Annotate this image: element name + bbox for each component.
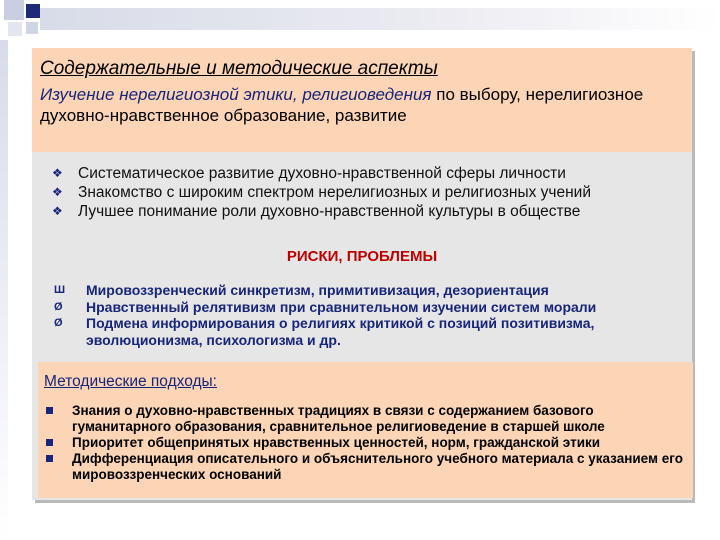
decor-square: [8, 22, 22, 36]
slide-title: Содержательные и методические аспекты: [40, 58, 438, 79]
list-item: ❖ Систематическое развитие духовно-нравственной сферы личности: [48, 164, 688, 183]
list-item: Приоритет общепринятых нравственных ценностей, норм, гражданской этики: [44, 435, 684, 451]
positives-list: [48, 164, 688, 221]
slide-subtitle: [40, 84, 680, 126]
arrow-bullet-icon: Ø: [54, 317, 63, 329]
list-item: Ø Подмена информирования о религиях критикой с позиций позитивизма, эволюционизма, психологизма и др.: [48, 315, 688, 348]
subtitle-rest: по выбору, нерелигиозное духовно-нравственное образование, развитие: [40, 85, 644, 125]
diamond-bullet-icon: ❖: [52, 204, 63, 218]
list-item: Знания о духовно-нравственных традициях в связи с содержанием базового гуманитарного образования, сравнительное религиоведение в старшей школе: [44, 403, 684, 435]
decor-square: [26, 4, 40, 18]
decor-square: [4, 0, 24, 20]
left-gradient-bar: [0, 40, 8, 540]
diamond-bullet-icon: ❖: [52, 185, 63, 199]
methods-heading: Методические подходы:: [44, 373, 217, 390]
risks-list: [48, 282, 688, 348]
square-bullet-icon: [44, 403, 72, 435]
top-gradient-bar: [40, 8, 720, 30]
list-item: Ø Нравственный релятивизм при сравнительном изучении систем морали: [48, 299, 688, 316]
list-item: Ш Мировоззренческий синкретизм, примитивизация, дезориентация: [48, 282, 688, 299]
list-item: ❖ Знакомство с широким спектром нерелигиозных и религиозных учений: [48, 183, 688, 202]
risks-heading: РИСКИ, ПРОБЛЕМЫ: [286, 248, 438, 265]
square-bullet-icon: [44, 435, 72, 451]
decor-square: [26, 22, 38, 34]
list-item: Дифференциация описательного и объяснительного учебного материала с указанием его мировоззренческих оснований: [44, 451, 684, 483]
list-item: ❖ Лучшее понимание роли духовно-нравственной культуры в обществе: [48, 202, 688, 221]
subtitle-emphasis: Изучение нерелигиозной этики, религиоведения: [40, 85, 432, 104]
square-bullet-icon: [44, 451, 72, 483]
bullet-icon: Ш: [54, 284, 66, 296]
methods-list: [44, 403, 684, 483]
arrow-bullet-icon: Ø: [54, 300, 63, 313]
diamond-bullet-icon: ❖: [52, 166, 63, 180]
